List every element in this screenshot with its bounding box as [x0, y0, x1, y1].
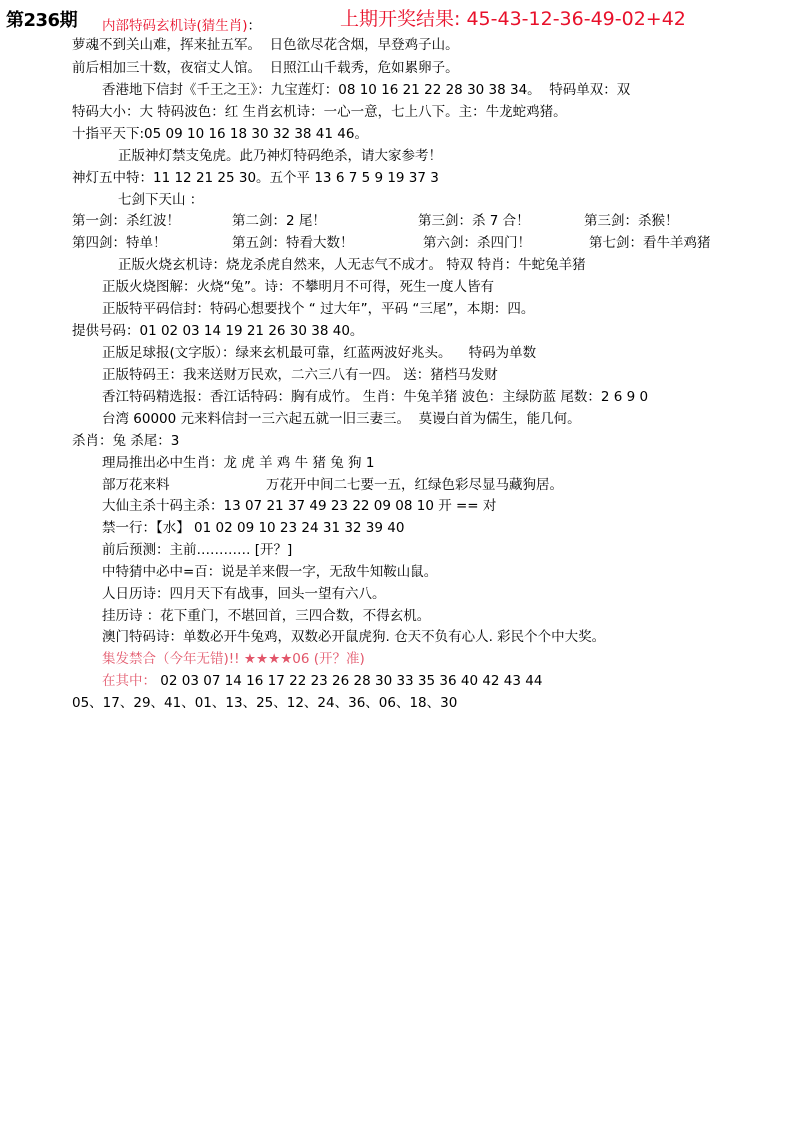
fire-poem-line: 正版火烧玄机诗：烧龙杀虎自然来，人无志气不成才。 特双 特肖：牛蛇兔羊猪 [118, 257, 586, 273]
poem-line-1: 萝魂不到关山难，挥来扯五军。 日色欲尽花含烟，早登鸡子山。 [72, 37, 459, 53]
kill-zodiac-line: 杀肖：兔 杀尾：3 [72, 433, 180, 449]
sword-3b: 第三剑：杀猴！ [584, 213, 679, 229]
sword-7: 第七剑：看牛羊鸡猪 [589, 235, 711, 251]
in-it-line [102, 672, 542, 691]
last-draw-numbers: 45-43-12-36-49-02+42 [466, 8, 686, 30]
calendar-poem-line: 人日历诗：四月天下有战事，回头一望有六八。 [102, 586, 386, 602]
special-king-line: 正版特码王：我来送财万民欢，二六三八有一四。 送：猪档马发财 [102, 367, 498, 383]
zodiac-pick-line: 理局推出必中生肖：龙 虎 羊 鸡 牛 猪 兔 狗 1 [102, 455, 375, 471]
number-sequence-line: 05、17、29、41、01、13、25、12、24、36、06、18、30 [72, 695, 458, 711]
divine-lamp-numbers: 神灯五中特：11 12 21 25 30。五个平 13 6 7 5 9 19 37 3 [72, 170, 439, 186]
poem-title-text: 内部特码玄机诗(猜生肖) [102, 18, 248, 34]
poem-title-colon: ： [247, 18, 262, 34]
taiwan-envelope-line: 台湾 60000 元来料信封一三六起五就一旧三妻三。 莫谩白首为儒生，能几何。 [102, 411, 581, 427]
envelope-line: 正版特平码信封：特码心想要找个 “ 过大年”，平码 “三尾”，本期：四。 [102, 301, 535, 317]
sword-3: 第三剑：杀 7 合！ [418, 213, 530, 229]
ban-row-line: 禁一行：【水】 01 02 09 10 23 24 31 32 39 40 [102, 520, 405, 536]
sword-5: 第五剑：特看大数！ [232, 235, 354, 251]
ten-fingers-line: 十指平天下:05 09 10 16 18 30 32 38 41 46。 [72, 126, 368, 142]
wall-calendar-line: 挂历诗 ：花下重门，不堪回首，三四合数，不得玄机。 [102, 608, 431, 624]
hk-envelope-line: 香港地下信封《千王之王》：九宝莲灯：08 10 16 21 22 28 30 38 34。 特码单双：双 [102, 82, 631, 98]
sword-2: 第二剑：2 尾！ [232, 213, 326, 229]
last-draw-result [340, 4, 686, 31]
wanhua-line: 万花开中间二七要一五，红绿色彩尽显马藏狗居。 [266, 477, 563, 493]
provided-numbers: 提供号码：01 02 03 14 19 21 26 30 38 40。 [72, 323, 364, 339]
wanhua-label: 部万花来料 [102, 477, 170, 493]
front-back-line: 前后预测：主前………… [开？] [102, 542, 293, 558]
in-it-label: 在其中： [102, 673, 156, 689]
fire-diagram-line: 正版火烧图解：火烧“兔”。诗：不攀明月不可得，死生一度人皆有 [102, 279, 494, 295]
sword-1: 第一剑：杀红波！ [72, 213, 180, 229]
immortal-kill-line: 大仙主杀十码主杀：13 07 21 37 49 23 22 09 08 10 开 == 对 [102, 498, 497, 514]
hk-select-line: 香江特码精选报：香江话特码：胸有成竹。 生肖：牛兔羊猪 波色：主绿防蓝 尾数：2 6 9 0 [102, 389, 649, 405]
in-it-numbers: 02 03 07 14 16 17 22 23 26 28 30 33 35 36 40 42 43 44 [156, 673, 543, 689]
combo-line: 集发禁合（今年无错)!! ★★★★06 (开？准) [102, 651, 365, 667]
last-draw-label: 上期开奖结果: [340, 8, 461, 30]
sword-4: 第四剑：特单！ [72, 235, 167, 251]
sword-6: 第六剑：杀四门！ [423, 235, 531, 251]
macau-poem-line: 澳门特码诗：单数必开牛兔鸡，双数必开鼠虎狗. 仓天不负有心人. 彩民个个中大奖。 [102, 629, 606, 645]
poem-title [102, 14, 261, 34]
football-paper-line: 正版足球报(文字版）：绿来玄机最可靠，红蓝两波好兆头。 特码为单数 [102, 345, 537, 361]
poem-line-2: 前后相加三十数，夜宿丈人馆。 日照江山千载秀，危如累卵子。 [72, 60, 459, 76]
issue-number: 第236期 [6, 10, 78, 31]
divine-lamp-line: 正版神灯禁支兔虎。此乃神灯特码绝杀，请大家参考！ [118, 148, 442, 164]
sure-hit-line: 中特猜中必中=百：说是羊来假一字，无敌牛知鞍山鼠。 [102, 564, 438, 580]
special-size-line: 特码大小：大 特码波色：红 生肖玄机诗：一心一意，七上八下。主：牛龙蛇鸡猪。 [72, 104, 567, 120]
seven-swords-title: 七剑下天山 ： [118, 192, 204, 208]
